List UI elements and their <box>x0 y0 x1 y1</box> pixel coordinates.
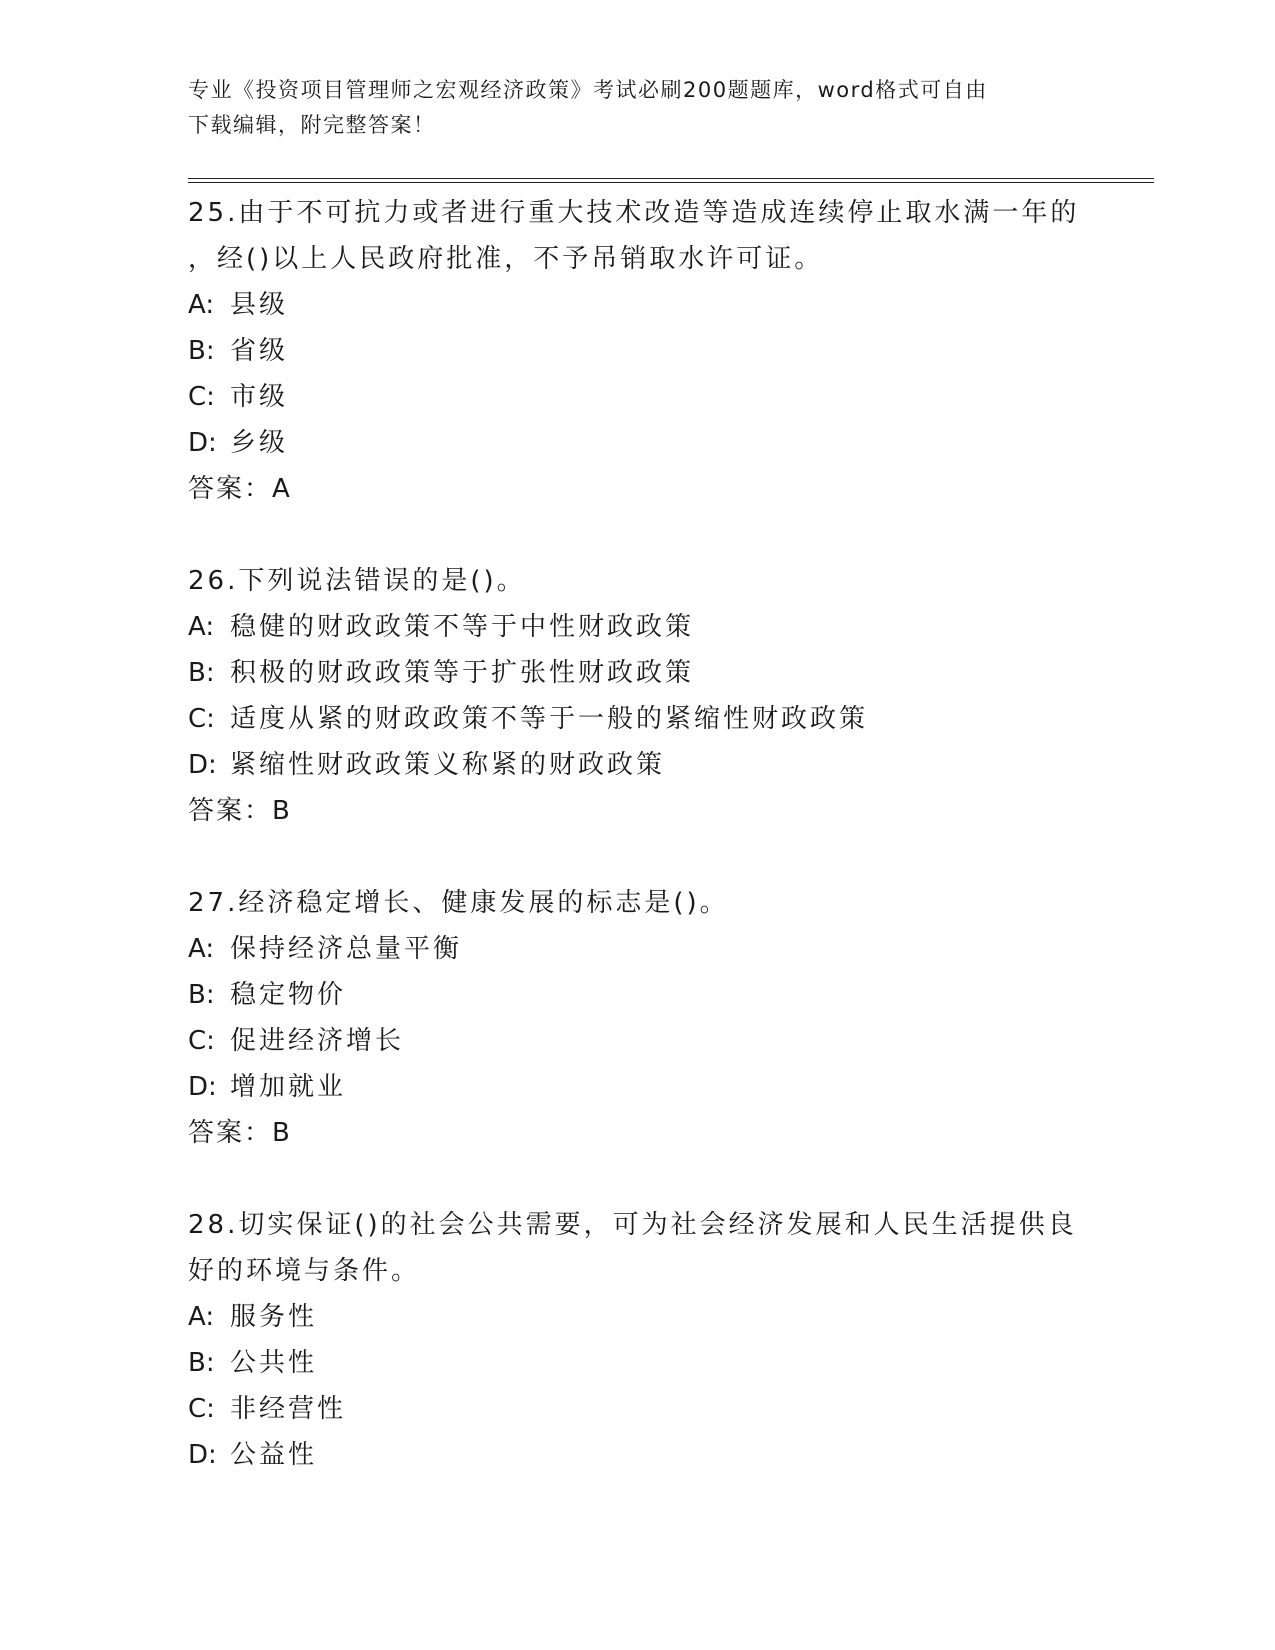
option-d <box>188 1064 1128 1110</box>
answer: 答案：B <box>188 796 292 826</box>
option-key: C: <box>188 1394 215 1424</box>
option-text: 紧缩性财政政策义称紧的财政政策 <box>230 750 666 780</box>
option-key: B: <box>188 1348 215 1378</box>
option-text: 公共性 <box>230 1348 318 1378</box>
option-a <box>188 604 1128 650</box>
option-text: 稳定物价 <box>230 980 347 1010</box>
question-27 <box>188 880 1128 1156</box>
option-text: 乡级 <box>230 428 289 458</box>
stem-line: ，经()以上人民政府批准，不予吊销取水许可证。 <box>188 244 824 274</box>
option-key: D: <box>188 428 217 458</box>
stem-line: 27.经济稳定增长、健康发展的标志是()。 <box>188 888 729 918</box>
answer: 答案：B <box>188 1118 292 1148</box>
option-text: 增加就业 <box>230 1072 347 1102</box>
option-d <box>188 1432 1128 1478</box>
option-b <box>188 1340 1128 1386</box>
option-b <box>188 650 1128 696</box>
option-text: 稳健的财政政策不等于中性财政政策 <box>230 612 695 642</box>
question-25 <box>188 190 1128 512</box>
option-key: A: <box>188 612 215 642</box>
option-b <box>188 328 1128 374</box>
option-key: D: <box>188 1440 217 1470</box>
answer: 答案：A <box>188 474 292 504</box>
question-stem <box>188 880 1128 926</box>
option-text: 公益性 <box>230 1440 318 1470</box>
question-28 <box>188 1202 1128 1478</box>
option-text: 市级 <box>230 382 289 412</box>
option-b <box>188 972 1128 1018</box>
option-d <box>188 420 1128 466</box>
option-text: 县级 <box>230 290 289 320</box>
stem-line: 28.切实保证()的社会公共需要，可为社会经济发展和人民生活提供良 <box>188 1210 1077 1240</box>
option-c <box>188 1386 1128 1432</box>
option-key: A: <box>188 934 215 964</box>
header-line-1: 专业《投资项目管理师之宏观经济政策》考试必刷200题题库，word格式可自由 <box>188 78 988 102</box>
option-text: 非经营性 <box>230 1394 347 1424</box>
option-a <box>188 926 1128 972</box>
option-text: 适度从紧的财政政策不等于一般的紧缩性财政政策 <box>230 704 869 734</box>
header-divider <box>188 178 1154 183</box>
option-key: D: <box>188 750 217 780</box>
stem-line: 26.下列说法错误的是()。 <box>188 566 526 596</box>
stem-line: 好的环境与条件。 <box>188 1256 421 1286</box>
question-26 <box>188 558 1128 834</box>
option-a <box>188 282 1128 328</box>
option-text: 保持经济总量平衡 <box>230 934 463 964</box>
option-d <box>188 742 1128 788</box>
option-text: 省级 <box>230 336 289 366</box>
option-c <box>188 374 1128 420</box>
option-a <box>188 1294 1128 1340</box>
stem-line: 25.由于不可抗力或者进行重大技术改造等造成连续停止取水满一年的 <box>188 198 1080 228</box>
question-list <box>188 190 1128 1524</box>
option-text: 服务性 <box>230 1302 318 1332</box>
document-header <box>188 73 1088 143</box>
question-stem <box>188 558 1128 604</box>
question-stem <box>188 190 1128 282</box>
option-key: B: <box>188 980 215 1010</box>
option-c <box>188 696 1128 742</box>
option-key: C: <box>188 704 215 734</box>
option-text: 积极的财政政策等于扩张性财政政策 <box>230 658 695 688</box>
option-key: C: <box>188 382 215 412</box>
option-key: B: <box>188 336 215 366</box>
header-line-2: 下载编辑，附完整答案！ <box>188 113 436 137</box>
option-key: A: <box>188 1302 215 1332</box>
option-key: C: <box>188 1026 215 1056</box>
option-key: A: <box>188 290 215 320</box>
option-key: D: <box>188 1072 217 1102</box>
option-text: 促进经济增长 <box>230 1026 405 1056</box>
option-c <box>188 1018 1128 1064</box>
question-stem <box>188 1202 1128 1294</box>
option-key: B: <box>188 658 215 688</box>
